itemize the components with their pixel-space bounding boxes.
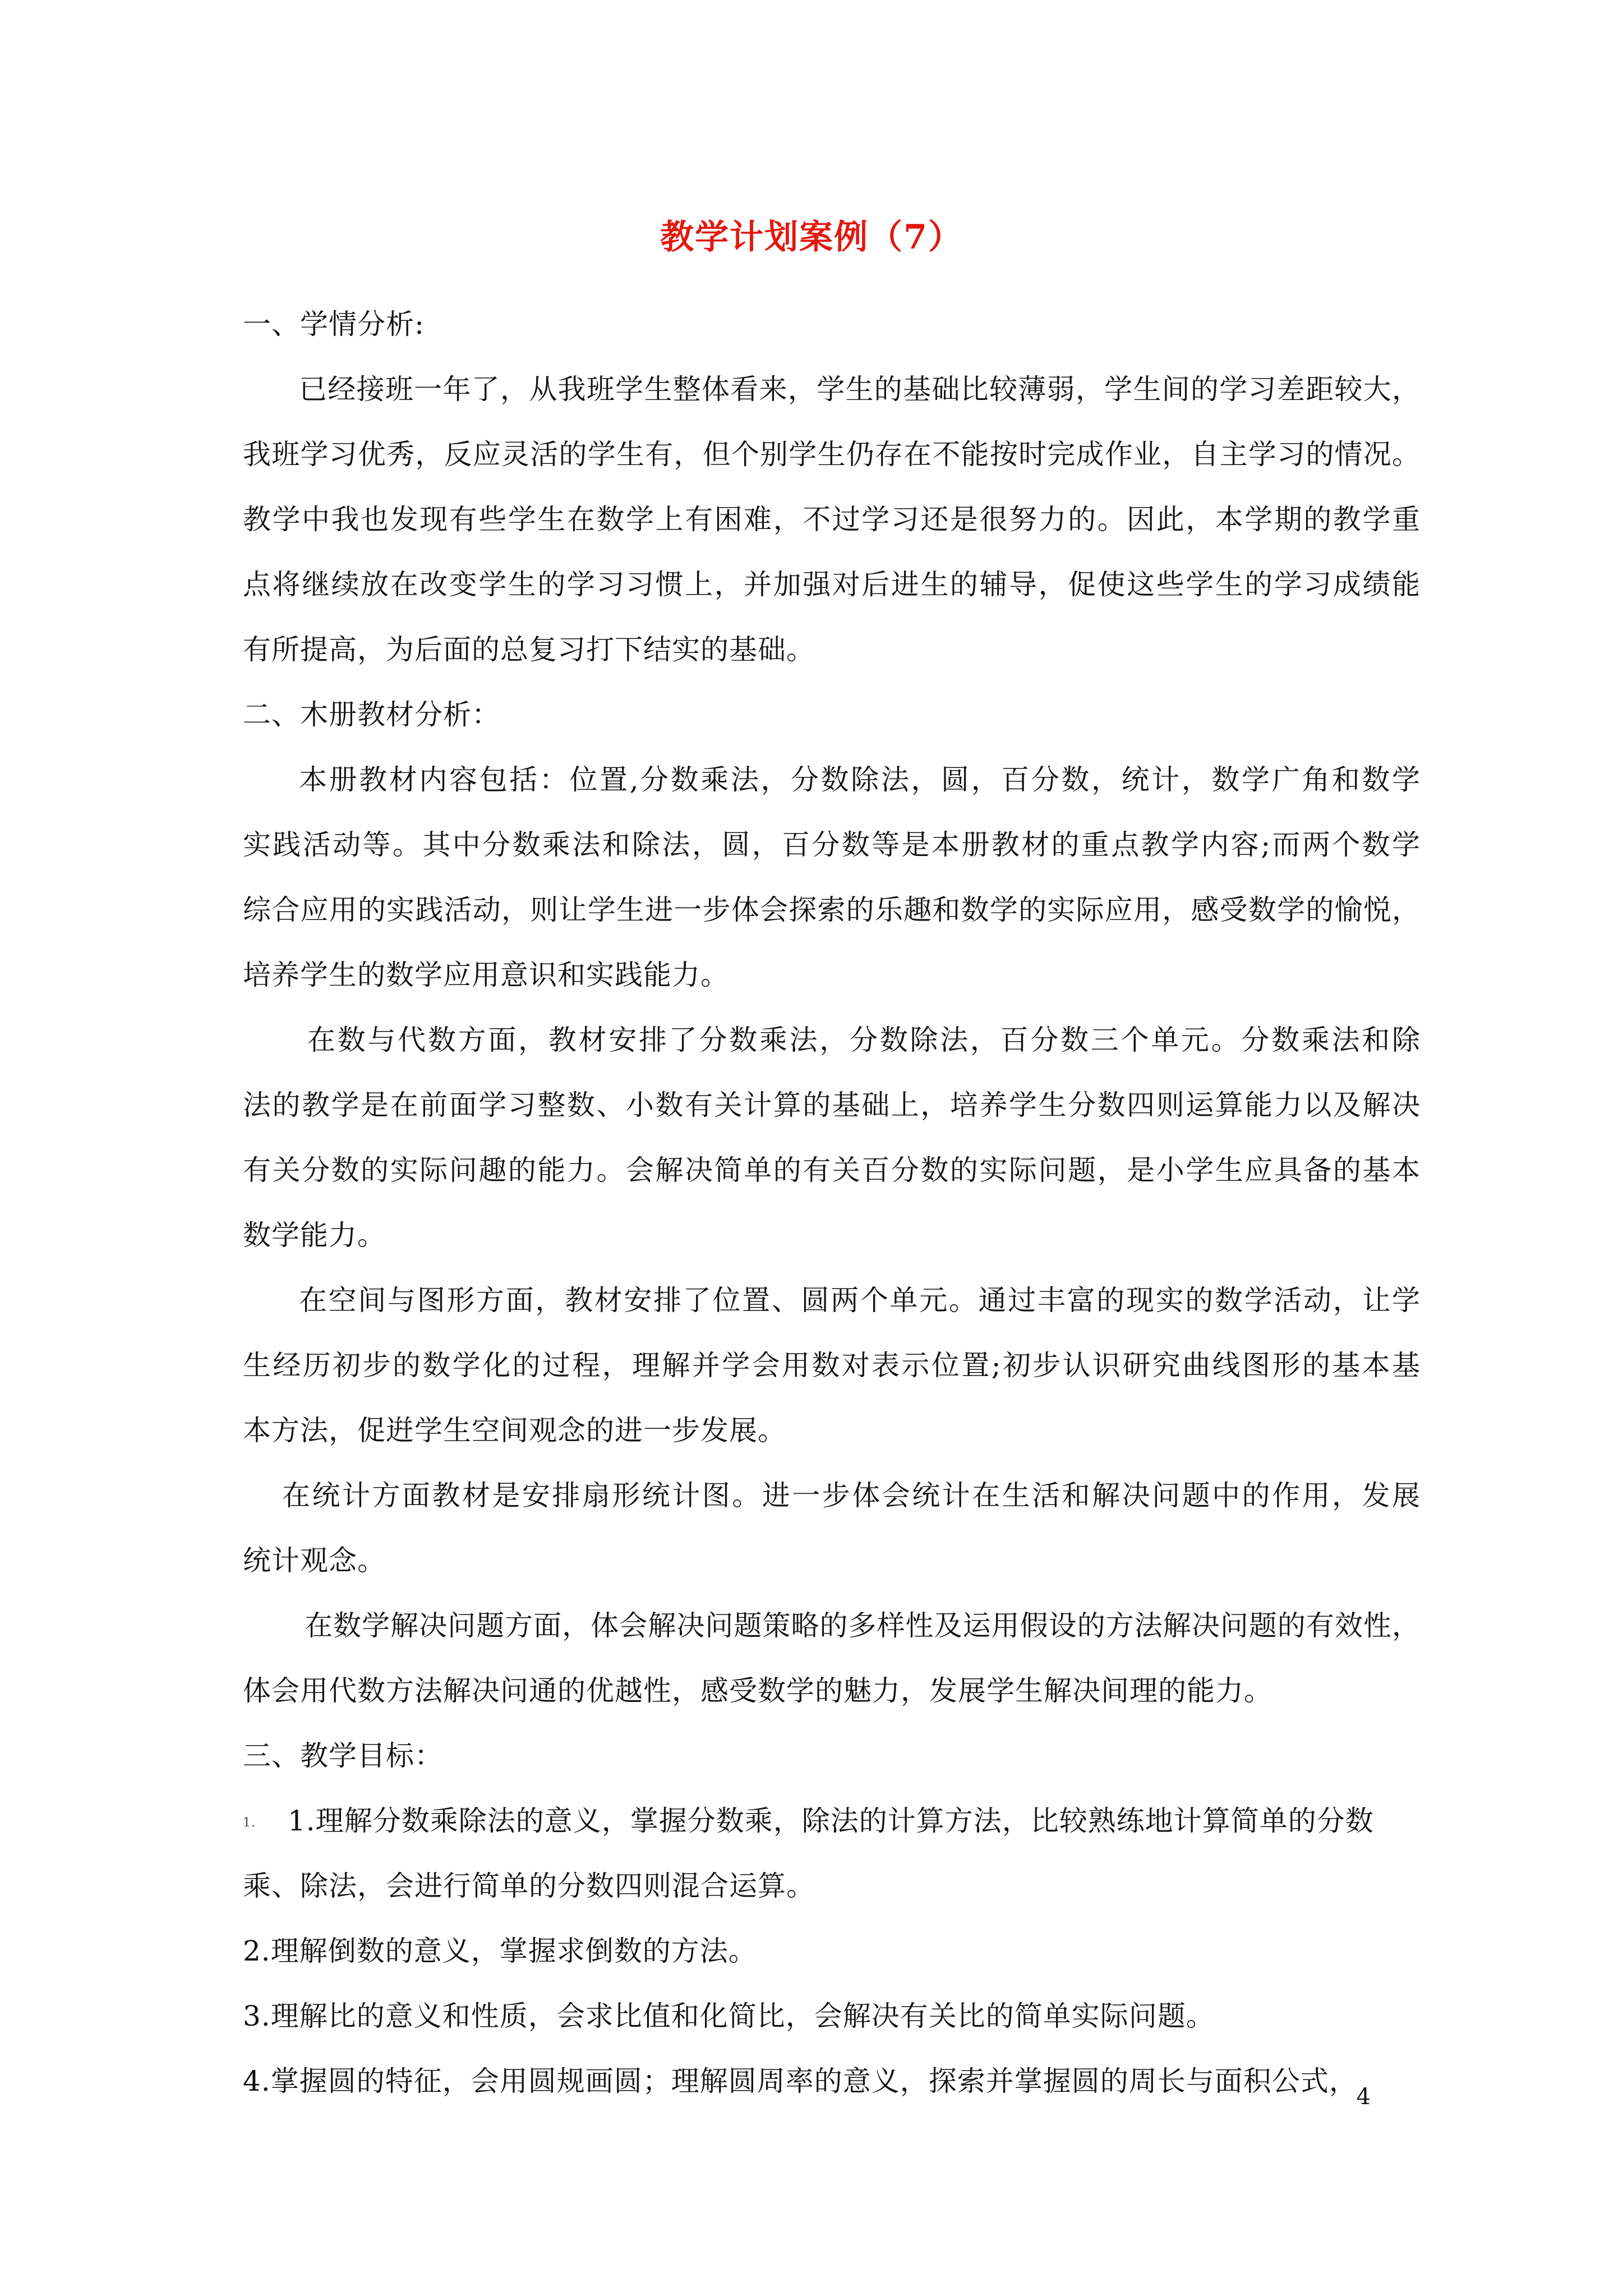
document-body (243, 292, 1421, 2114)
paragraph-line: 在数与代数方面，教材安排了分数乘法，分数除法，百分数三个单元。分数乘法和除 (307, 1024, 1421, 1056)
paragraph-line: 本方法，促逬学生空间观念的进一步发展。 (243, 1414, 786, 1447)
paragraph-line: 有所提高，为后面的总复习打下结实的基础。 (243, 633, 815, 666)
paragraph-line: 本册教材内容包括：位置,分数乘法，分数除法，圆，百分数，统计，数学广角和数学 (299, 763, 1421, 796)
paragraph-line: 实践活动等。其中分数乘法和除法，圆，百分数等是本册教材的重点教学内容;而两个数学 (243, 829, 1421, 861)
section-heading-3: 三、教学目标： (243, 1740, 443, 1772)
paragraph-line: 统计观念。 (243, 1544, 386, 1577)
paragraph-line: 点将继续放在改变学生的学习习惯上，并加强对后进生的辅导，促使这些学生的学习成绩能 (243, 568, 1421, 601)
paragraph-line: 在数学解决问题方面，体会解决问题策略的多样性及运用假设的方法解决问题的有效性， (305, 1609, 1421, 1642)
list-item (243, 1788, 1421, 1853)
document-title: 教学计划案例（7） (660, 218, 963, 257)
paragraph-line: 在空间与图形方面，教材安排了位置、圆两个单元。通过丰富的现实的数学活动，让学 (299, 1284, 1421, 1317)
paragraph-line: 教学中我也发现有些学生在数学上有困难，不过学习还是很努力的。因此，本学期的教学重 (243, 503, 1421, 536)
paragraph-line: 法的教学是在前面学习整数、小数有关计算的基础上，培养学生分数四则运算能力以及解决 (243, 1089, 1421, 1121)
paragraph-line: 在统计方面教材是安排扇形统计图。进一步体会统计在生活和解决问题中的作用，发展 (282, 1479, 1421, 1512)
list-item: 4.掌握圆的特征，会用圆规画圆；理解圆周率的意义，探索并掌握圆的周长与面积公式， (243, 2065, 1358, 2097)
paragraph-line: 数学能力。 (243, 1219, 386, 1251)
list-item-text: 1.理解分数乘除法的意义，掌握分数乘，除法的计算方法，比较熟练地计算简单的分数 (288, 1805, 1374, 1837)
paragraph-line: 综合应用的实践活动，则让学生进一步体会探索的乐趣和数学的实际应用，感受数学的愉悦， (243, 894, 1421, 926)
paragraph-line: 培养学生的数学应用意识和实践能力。 (243, 959, 729, 991)
paragraph-line: 有关分数的实际问趣的能力。会解决简单的有关百分数的实际问题，是小学生应具备的基本 (243, 1154, 1421, 1186)
paragraph-line: 体会用代数方法解决问通的优越性，感受数学的魅力，发展学生解决间理的能力。 (243, 1674, 1272, 1707)
list-item: 乘、除法，会进行简单的分数四则混合运算。 (243, 1870, 815, 1902)
list-marker: 1. (243, 1816, 256, 1830)
page-number: 4 (1356, 2084, 1371, 2110)
list-item: 2.理解倒数的意义，掌握求倒数的方法。 (243, 1935, 757, 1967)
section-heading-2: 二、木册教材分析： (243, 698, 500, 731)
section-heading-1: 一、学情分析: (243, 308, 425, 341)
paragraph-line: 我班学习优秀，反应灵活的学生有，但个别学生仍存在不能按时完成作业，自主学习的情况。 (243, 438, 1421, 471)
paragraph-line: 已经接班一年了，从我班学生整体看来，学生的基础比较薄弱，学生间的学习差距较大， (299, 373, 1421, 406)
list-item: 3.理解比的意义和性质，会求比值和化简比，会解决有关比的简单实际问题。 (243, 2000, 1215, 2032)
paragraph-line: 生经历初步的数学化的过程，理解并学会用数对表示位置;初步认识研究曲线图形的基本基 (243, 1349, 1421, 1382)
